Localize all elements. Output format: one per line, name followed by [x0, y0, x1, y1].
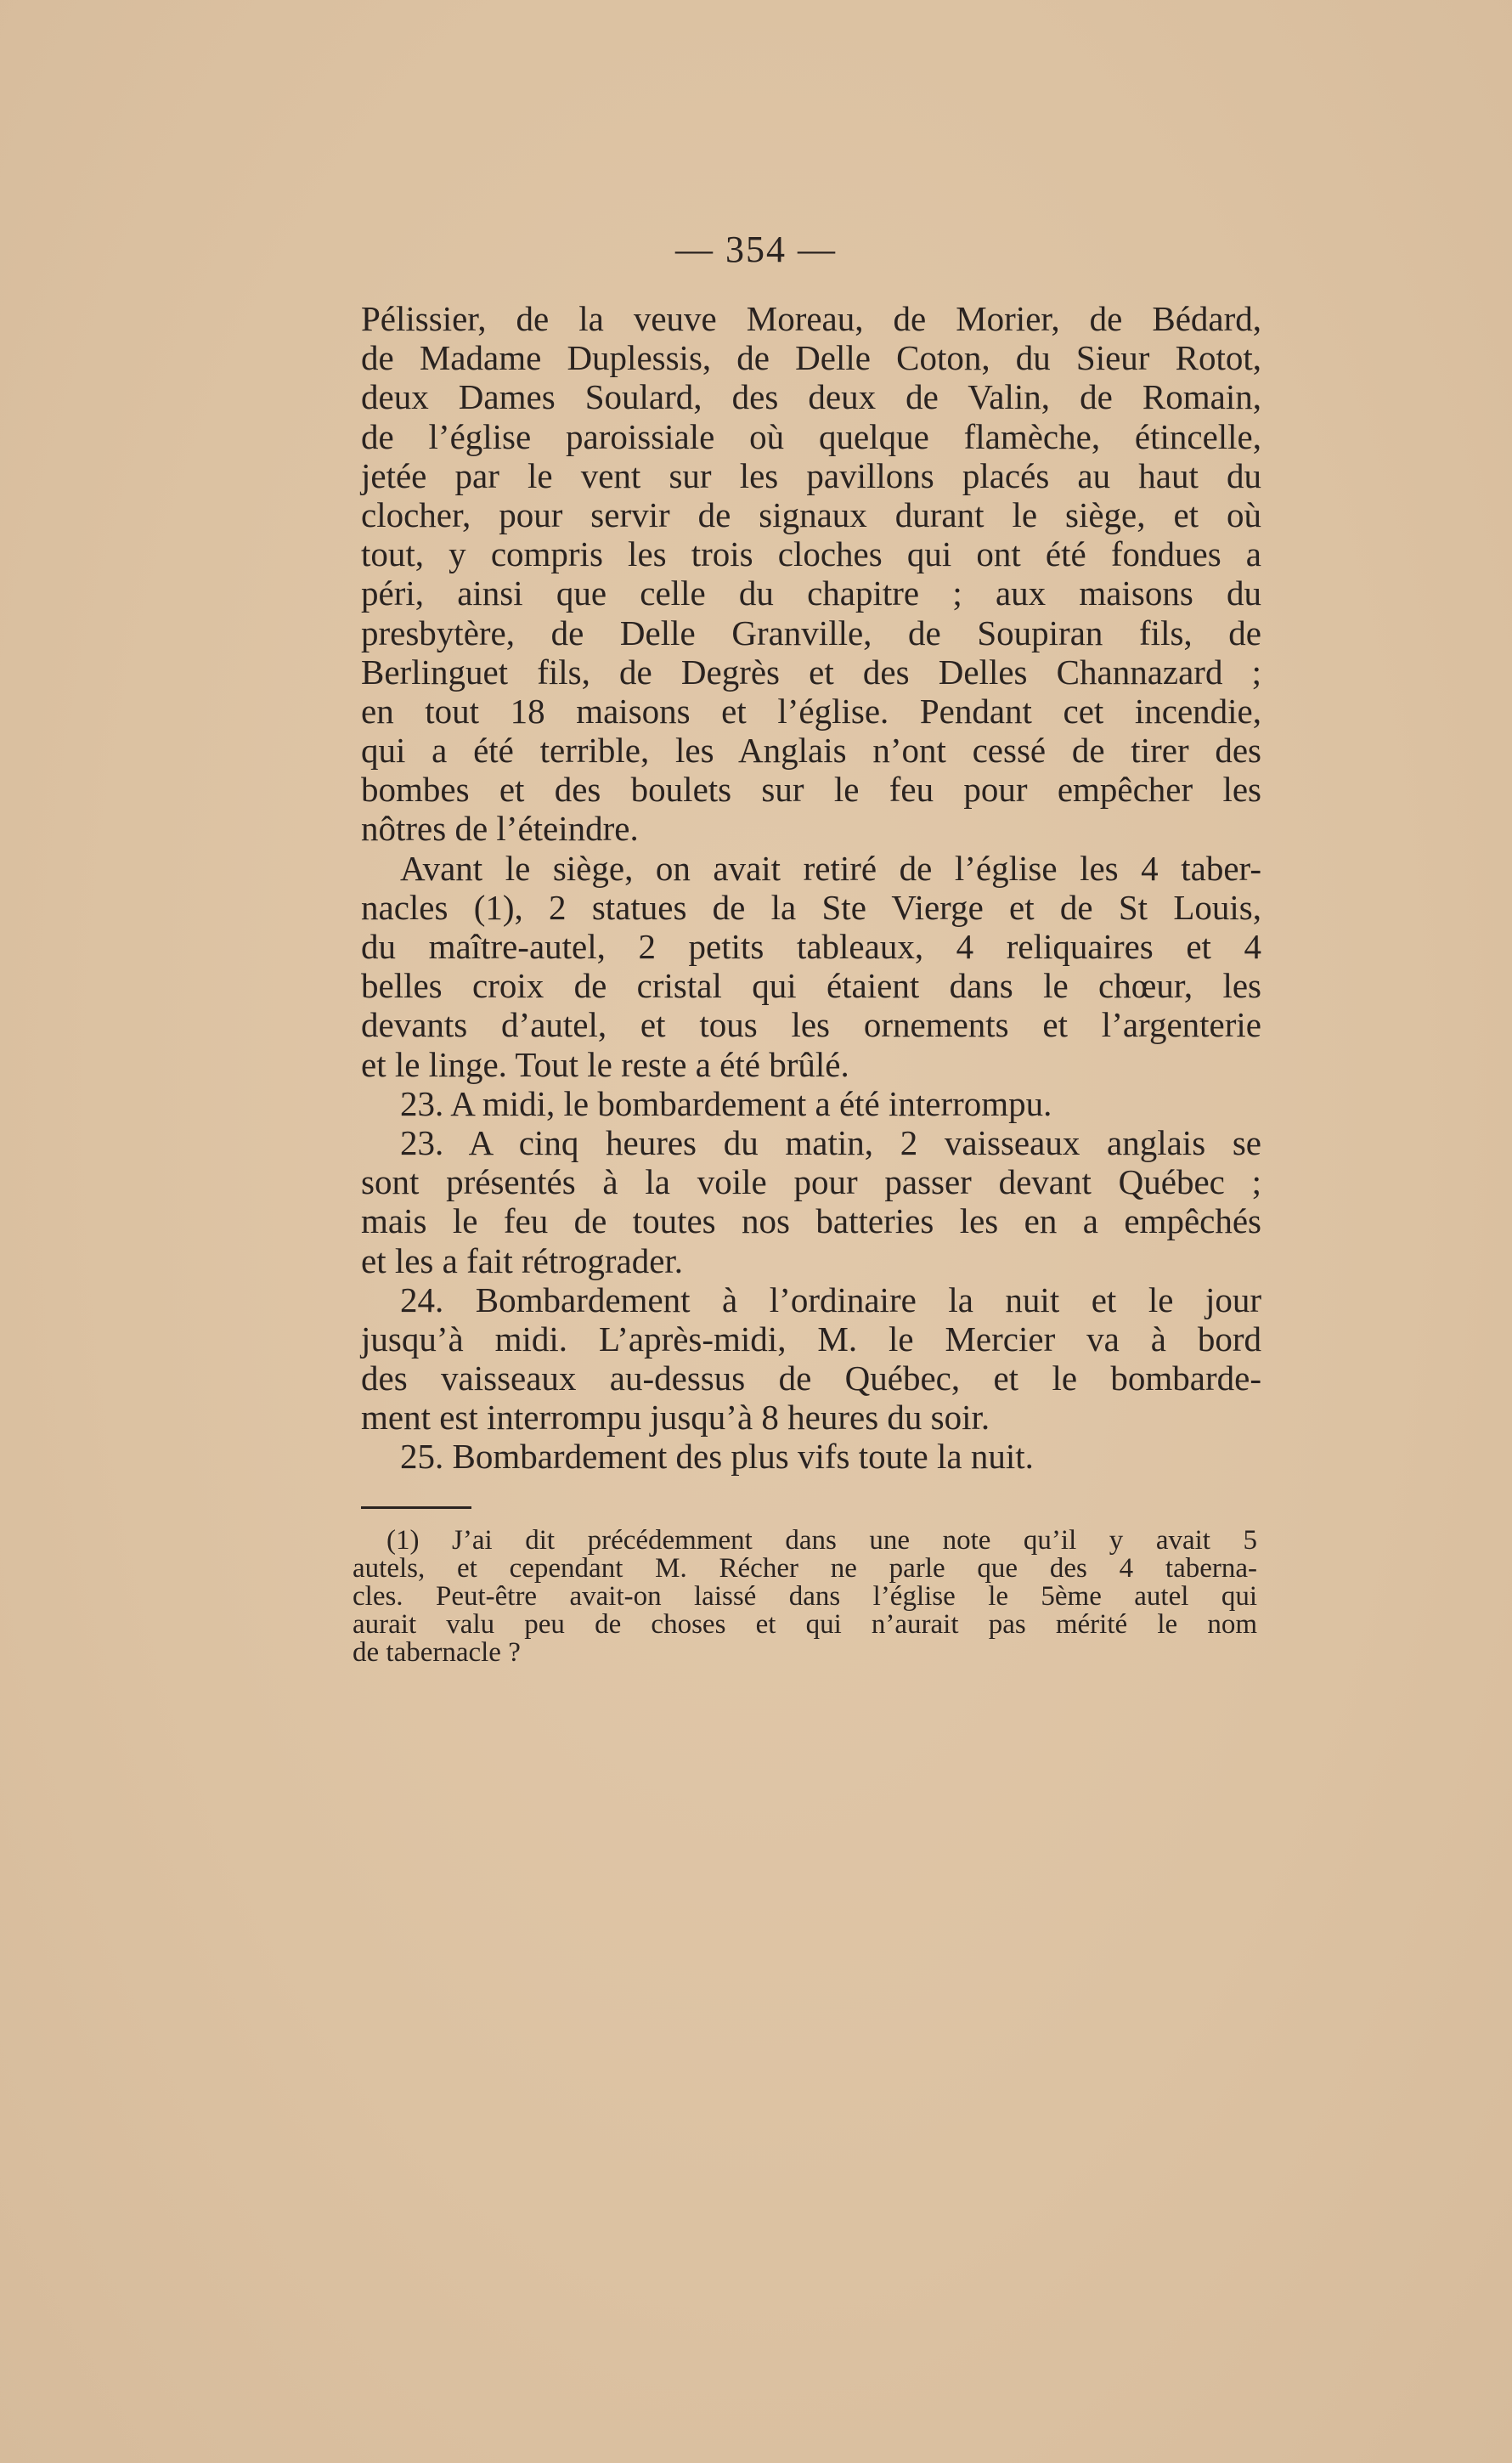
text-line: péri, ainsi que celle du chapitre ; aux maisons du	[361, 573, 1261, 613]
text-line: deux Dames Soulard, des deux de Valin, de Romain,	[361, 377, 1261, 417]
text-line: belles croix de cristal qui étaient dans le chœur, les	[361, 966, 1261, 1006]
text-line: presbytère, de Delle Granville, de Soupiran fils, de	[361, 613, 1261, 652]
text-line: du maître-autel, 2 petits tableaux, 4 reliquaires et 4	[361, 927, 1261, 966]
text-line: Avant le siège, on avait retiré de l’église les 4 taber-	[400, 848, 1261, 888]
text-line: nôtres de l’éteindre.	[361, 809, 639, 849]
text-line: qui a été terrible, les Anglais n’ont cessé de tirer des	[361, 731, 1261, 771]
text-line: de l’église paroissiale où quelque flamèche, étincelle,	[361, 416, 1261, 456]
footnote-divider	[361, 1506, 471, 1509]
text-line: en tout 18 maisons et l’église. Pendant cet incendie,	[361, 691, 1261, 731]
text-line: bombes et des boulets sur le feu pour empêcher les	[361, 770, 1261, 810]
text-line: de Madame Duplessis, de Delle Coton, du Sieur Rotot,	[361, 338, 1261, 378]
footnote	[353, 1527, 1257, 1667]
text-line: mais le feu de toutes nos batteries les en a empêchés	[361, 1201, 1261, 1241]
text-line: 25. Bombardement des plus vifs toute la nuit.	[400, 1437, 1034, 1477]
text-line: Pélissier, de la veuve Moreau, de Morier, de Bédard,	[361, 299, 1261, 338]
text-line: Berlinguet fils, de Degrès et des Delles Channazard ;	[361, 652, 1261, 692]
text-line: jusqu’à midi. L’après-midi, M. le Mercier va à bord	[361, 1319, 1261, 1359]
text-line: jetée par le vent sur les pavillons placés au haut du	[361, 455, 1261, 495]
page-number: — 354 —	[675, 229, 837, 270]
text-line: des vaisseaux au-dessus de Québec, et le bombarde-	[361, 1359, 1261, 1398]
text-line: et le linge. Tout le reste a été brûlé.	[361, 1044, 849, 1084]
text-line: clocher, pour servir de signaux durant le siège, et où	[361, 494, 1261, 534]
footnote-line: autels, et cependant M. Récher ne parle que des 4 taberna-	[353, 1553, 1257, 1584]
footnote-line: (1) J’ai dit précédemment dans une note qu’il y avait 5	[386, 1525, 1257, 1556]
text-line: et les a fait rétrograder.	[361, 1240, 684, 1280]
body-text	[361, 299, 1261, 1477]
text-line: 24. Bombardement à l’ordinaire la nuit et le jour	[400, 1280, 1261, 1319]
text-line: 23. A cinq heures du matin, 2 vaisseaux anglais se	[400, 1122, 1261, 1162]
text-line: 23. A midi, le bombardement a été interrompu.	[400, 1083, 1052, 1123]
text-line: tout, y compris les trois cloches qui ont été fondues a	[361, 534, 1261, 574]
footnote-line: cles. Peut-être avait-on laissé dans l’église le 5ème autel qui	[353, 1581, 1257, 1612]
text-line: ment est interrompu jusqu’à 8 heures du soir.	[361, 1398, 990, 1438]
footnote-line: aurait valu peu de choses et qui n’aurait pas mérité le nom	[353, 1609, 1257, 1640]
footnote-line: de tabernacle ?	[353, 1637, 521, 1668]
text-line: nacles (1), 2 statues de la Ste Vierge et de St Louis,	[361, 887, 1261, 927]
text-line: sont présentés à la voile pour passer devant Québec ;	[361, 1162, 1261, 1202]
text-line: devants d’autel, et tous les ornements et l’argenterie	[361, 1005, 1261, 1045]
